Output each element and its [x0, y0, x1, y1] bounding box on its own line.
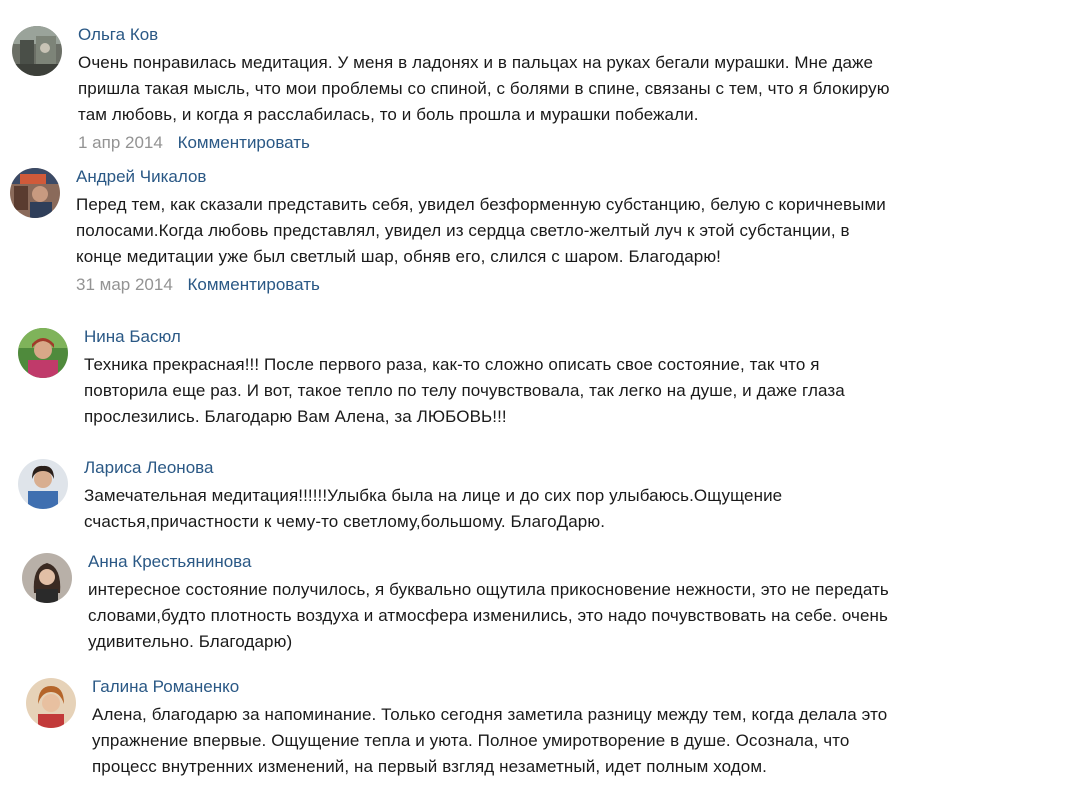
- comment-line: Алена, благодарю за напоминание. Только сегодня заметила разницу между тем, когда делала это: [92, 705, 888, 724]
- comment-line: полосами.Когда любовь представлял, увидел из сердца светло-желтый луч к этой субстанции, в: [76, 221, 850, 240]
- comment-line: прослезились. Благодарю Вам Алена, за ЛЮБОВЬ!!!: [84, 407, 507, 426]
- comment-text: [84, 352, 845, 430]
- comment-line: там любовь, и когда я расслабилась, то и боль прошла и мурашки побежали.: [78, 105, 699, 124]
- comment-date[interactable]: 1 апр 2014: [78, 133, 163, 152]
- author-name[interactable]: Ольга Ков: [78, 25, 159, 44]
- comment-line: пришла такая мысль, что мои проблемы со спиной, с болями в спине, связаны с тем, что я блокирую: [78, 79, 890, 98]
- hidden-meta-strip: [92, 781, 294, 785]
- comment-line: Перед тем, как сказали представить себя, увидел безформенную субстанцию, белую с коричневыми: [76, 195, 886, 214]
- comment-meta: [78, 132, 890, 154]
- comment-line: Очень понравилась медитация. У меня в ладонях и в пальцах на руках бегали мурашки. Мне даже: [78, 53, 874, 72]
- comment-text: [78, 50, 890, 128]
- avatar[interactable]: [10, 168, 60, 218]
- author-name[interactable]: Анна Крестьянинова: [88, 552, 252, 571]
- comment-text: [76, 192, 886, 270]
- comment-text: [88, 577, 889, 655]
- author-name[interactable]: Лариса Леонова: [84, 458, 214, 477]
- comment-line: повторила еще раз. И вот, такое тепло по телу почувствовала, так легко на душе, и даже глаза: [84, 381, 845, 400]
- hidden-meta-strip: [84, 434, 280, 438]
- comment-reply-link[interactable]: Комментировать: [187, 275, 320, 294]
- author-name[interactable]: Галина Романенко: [92, 677, 240, 696]
- author-name[interactable]: Андрей Чикалов: [76, 167, 207, 186]
- avatar[interactable]: [12, 26, 62, 76]
- comment-text: [92, 702, 887, 780]
- comment-text: [84, 483, 782, 535]
- avatar[interactable]: [18, 459, 68, 509]
- comment-line: конце медитации уже был светлый шар, обняв его, слился с шаром. Благодарю!: [76, 247, 722, 266]
- comment-line: Техника прекрасная!!! После первого раза, как-то сложно описать свое состояние, так что я: [84, 355, 820, 374]
- comment-line: удивительно. Благодарю): [88, 632, 293, 651]
- comment-line: упражнение впервые. Ощущение тепла и уюта. Полное умиротворение в душе. Осознала, что: [92, 731, 850, 750]
- comment-meta: [76, 274, 886, 296]
- comment-reply-link[interactable]: Комментировать: [177, 133, 310, 152]
- comment-date[interactable]: 31 мар 2014: [76, 275, 173, 294]
- comment-line: процесс внутренних изменений, на первый взгляд незаметный, идет полным ходом.: [92, 757, 767, 776]
- comment-line: словами,будто плотность воздуха и атмосфера изменились, это надо почувствовать на себе. очень: [88, 606, 888, 625]
- author-name[interactable]: Нина Басюл: [84, 327, 181, 346]
- comment-line: Замечательная медитация!!!!!!Улыбка была на лице и до сих пор улыбаюсь.Ощущение: [84, 486, 783, 505]
- comment-line: интересное состояние получилось, я буквально ощутила прикосновение нежности, это не передать: [88, 580, 889, 599]
- avatar[interactable]: [18, 328, 68, 378]
- avatar[interactable]: [26, 678, 76, 728]
- avatar[interactable]: [22, 553, 72, 603]
- comment-line: счастья,причастности к чему-то светлому,большому. БлагоДарю.: [84, 512, 606, 531]
